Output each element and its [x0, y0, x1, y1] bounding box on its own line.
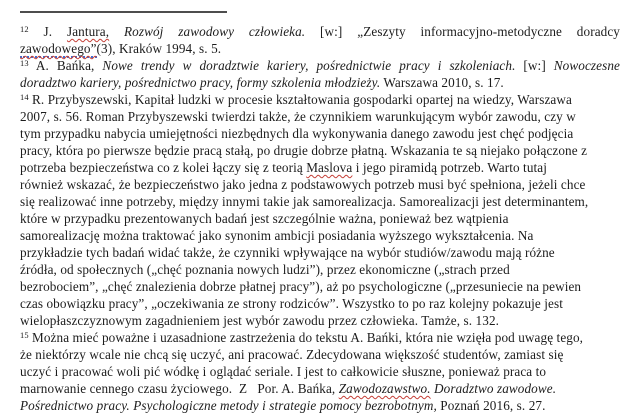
text-segment: J. [28, 24, 67, 39]
footnote-line [20, 380, 620, 397]
footnote-line [20, 108, 620, 125]
footnote-line [20, 23, 620, 40]
footnote-line [20, 227, 620, 244]
text-segment: przykładzie tych badań widać także, że czynniki wpływające na wybór studiów/zawodu mają różne [20, 245, 555, 260]
text-segment: pracy, która po pierwsze będzie pracą stałą, po drugie dobrze płatną. Wskazania te są niejako połączone z [20, 143, 588, 158]
text-segment: (3), Kraków 1994, s. 5. [96, 41, 222, 56]
text-segment: Rozwój zawodowy człowieka. [124, 24, 306, 39]
footnote-line [20, 346, 620, 363]
text-segment: marnowanie cennego czasu życiowego. Z Por. A. Bańka, [20, 381, 339, 396]
footnote-line [20, 210, 620, 227]
text-segment: doradztwo kariery, pośrednictwo pracy, formy szkolenia młodzieży. [20, 75, 381, 90]
text-segment: tym przypadku nabycia umiejętności niezbędnych dla wykonywania danego zawodu jest chęć podjęcia [20, 126, 574, 141]
footnote-line [20, 176, 620, 193]
footnote-line [20, 261, 620, 278]
footnote-12 [20, 23, 620, 57]
footnote-line [20, 40, 620, 57]
text-segment: Nowe trendy w doradztwie kariery, pośrednictwie pracy i szkoleniach. [102, 58, 516, 73]
footnote-14 [20, 91, 620, 329]
text-segment: wielopłaszczyznowym zagadnieniem jest wybór zawodu przez człowieka. Tamże, s. 132. [20, 313, 500, 328]
footnote-line [20, 312, 620, 329]
text-segment: bezrobociem”, „chęć znalezienia dobrze płatnej pracy”), aż po psychologiczne („przesuniecie na pewien [20, 279, 582, 294]
text-segment: [w:] „Zeszyty informacyjno-metodyczne doradcy [305, 24, 620, 39]
footnote-line [20, 91, 620, 108]
misspelled-word: zawodowego” [20, 41, 97, 56]
text-segment: R. Przybyszewski, Kapitał ludzki w procesie kształtowania gospodarki opartej na wiedzy, Warszawa [28, 92, 572, 107]
footnote-line [20, 125, 620, 142]
footnote-13 [20, 57, 620, 91]
footnote-line [20, 295, 620, 312]
text-segment: Doradztwo zawodowe. [434, 381, 557, 396]
text-segment: Pośrednictwo pracy. Psychologiczne metody i strategie pomocy bezrobotnym, [20, 398, 437, 413]
footnote-line [20, 244, 620, 261]
text-segment: Warszawa 2010, s. 17. [380, 75, 504, 90]
text-segment: źródła, od społecznych („chęć poznania nowych ludzi”), przez ekonomiczne („strach przed [20, 262, 510, 277]
footnote-number: 13 [20, 57, 29, 68]
text-segment: również wskazać, że bezpieczeństwo jako jedna z podstawowych potrzeb musi być spełniona, jeżeli chce [20, 177, 586, 192]
footnotes [20, 23, 620, 414]
text-segment: [w:] [515, 58, 554, 73]
footnote-number: 15 [20, 329, 29, 340]
footnote-line [20, 159, 620, 176]
footnote-number: 14 [20, 91, 29, 102]
text-segment: że niektórzy wcale nie chcą się uczyć, ani pracować. Zdecydowana większość studentów, zamiast się [20, 347, 564, 362]
text-segment: się realizować inne potrzeby, między innymi takie jak samorealizacja. Samorealizacji jest determinantem, [20, 194, 589, 209]
text-segment: czas obowiązku pracy”, „oczekiwania ze strony rodziców”. Wszystko to po raz kolejny pokazuje jest [20, 296, 563, 311]
footnote-line [20, 193, 620, 210]
text-segment: A. Bańka, [28, 58, 103, 73]
text-segment: uczyć i pracować woli pić wódkę i oglądać seriale. I jest to całkowicie słuszne, ponieważ praca to [20, 364, 547, 379]
footnote-separator [20, 11, 227, 13]
footnote-line [20, 57, 620, 74]
footnote-line [20, 278, 620, 295]
footnote-line [20, 363, 620, 380]
text-segment: 2007, s. 56. Roman Przybyszewski twierdzi także, że czynnikiem warunkującym wybór zawodu, czy w [20, 109, 576, 124]
text-segment: które w przypadku prezentowanych badań jest szczególnie ważna, ponieważ bez wątpienia [20, 211, 509, 226]
text-segment: Poznań 2016, s. 27. [436, 398, 546, 413]
text-segment: i jego piramidą potrzeb. Warto tutaj [352, 160, 547, 175]
footnote-line [20, 329, 620, 346]
misspelled-word: Zawodozawstwo. [338, 381, 431, 396]
misspelled-word: Maslova [306, 160, 353, 175]
footnote-number: 12 [20, 23, 29, 34]
misspelled-word: Jantura, [66, 24, 110, 39]
footnote-line [20, 142, 620, 159]
text-segment [109, 24, 124, 39]
text-segment: samorealizację można traktować jako synonim ambicji posiadania wyższego wykształcenia. Na [20, 228, 534, 243]
text-segment: Nowoczesne [553, 58, 620, 73]
text-segment: Można mieć poważne i uzasadnione zastrzeżenia do tekstu A. Bańki, która nie wzięła pod uwagę tego, [28, 330, 584, 345]
footnote-line [20, 397, 620, 414]
footnote-15 [20, 329, 620, 414]
footnote-line [20, 74, 620, 91]
text-segment: potrzeba bezpieczeństwa co z kolei łączy się z teorią [20, 160, 307, 175]
